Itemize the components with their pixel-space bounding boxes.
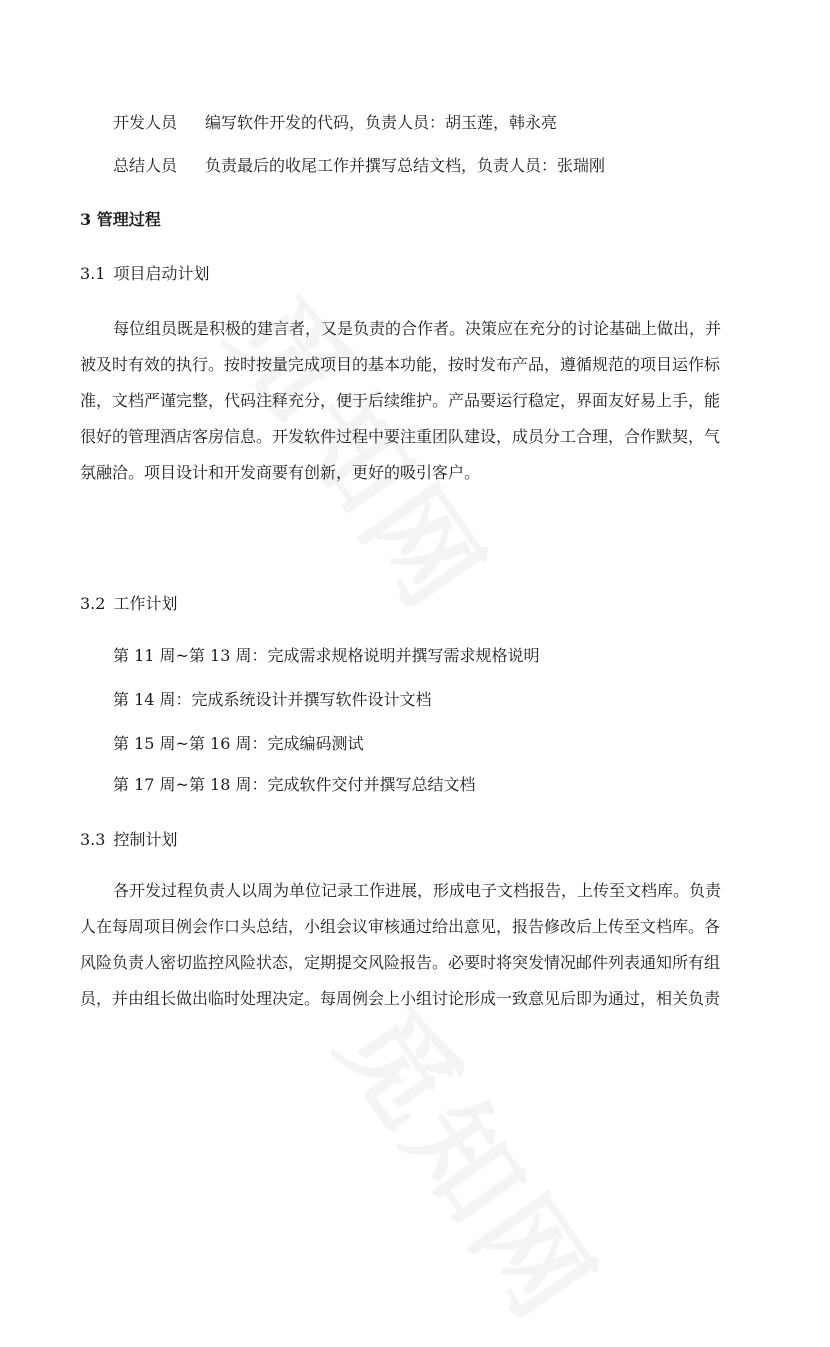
paragraph-line: 准，文档严谨完整，代码注释充分，便于后续维护。产品要运行稳定，界面友好易上手，能 <box>80 391 721 410</box>
paragraph-line: 每位组员既是积极的建言者，又是负责的合作者。决策应在充分的讨论基础上做出，并 <box>113 319 722 338</box>
work-plan-item: 第 14 周：完成系统设计并撰写软件设计文档 <box>113 690 432 709</box>
subsection-title: 控制计划 <box>113 830 178 849</box>
subsection-number: 3.3 <box>80 830 106 849</box>
role-description: 编写软件开发的代码，负责人员：胡玉莲，韩永亮 <box>205 113 558 132</box>
section-heading-3: 3 管理过程 <box>80 210 161 229</box>
role-title: 总结人员 <box>113 156 178 175</box>
watermark <box>309 971 638 1347</box>
paragraph-line: 风险负责人密切监控风险状态，定期提交风险报告。必要时将突发情况邮件列表通知所有组 <box>80 953 721 972</box>
work-plan-item: 第 11 周~第 13 周：完成需求规格说明并撰写需求规格说明 <box>113 646 540 665</box>
subsection-number: 3.1 <box>80 264 106 283</box>
subsection-heading-3-1 <box>80 263 209 285</box>
subsection-heading-3-2 <box>80 593 177 615</box>
subsection-title: 工作计划 <box>113 594 178 613</box>
paragraph-project-start-plan <box>80 311 756 491</box>
subsection-number: 3.2 <box>80 594 106 613</box>
role-title: 开发人员 <box>113 113 178 132</box>
paragraph-line: 各开发过程负责人以周为单位记录工作进展，形成电子文档报告，上传至文档库。负责 <box>113 881 722 900</box>
paragraph-line: 被及时有效的执行。按时按量完成项目的基本功能，按时发布产品，遵循规范的项目运作标 <box>80 355 721 374</box>
work-plan-item: 第 15 周~第 16 周：完成编码测试 <box>113 734 364 753</box>
subsection-heading-3-3 <box>80 829 177 851</box>
paragraph-line: 很好的管理酒店客房信息。开发软件过程中要注重团队建设，成员分工合理，合作默契，气 <box>80 427 721 446</box>
role-description: 负责最后的收尾工作并撰写总结文档，负责人员：张瑞刚 <box>205 156 606 175</box>
paragraph-line: 氛融洽。项目设计和开发商要有创新，更好的吸引客户。 <box>80 463 481 482</box>
role-line-summarizer <box>113 155 605 177</box>
paragraph-line: 员，并由组长做出临时处理决定。每周例会上小组讨论形成一致意见后即为通过，相关负责 <box>80 989 721 1008</box>
work-plan-item: 第 17 周~第 18 周：完成软件交付并撰写总结文档 <box>113 775 476 794</box>
paragraph-line: 人在每周项目例会作口头总结，小组会议审核通过给出意见，报告修改后上传至文档库。各 <box>80 917 721 936</box>
role-line-developer <box>113 112 557 134</box>
subsection-title: 项目启动计划 <box>113 264 210 283</box>
paragraph-control-plan <box>80 873 756 1017</box>
